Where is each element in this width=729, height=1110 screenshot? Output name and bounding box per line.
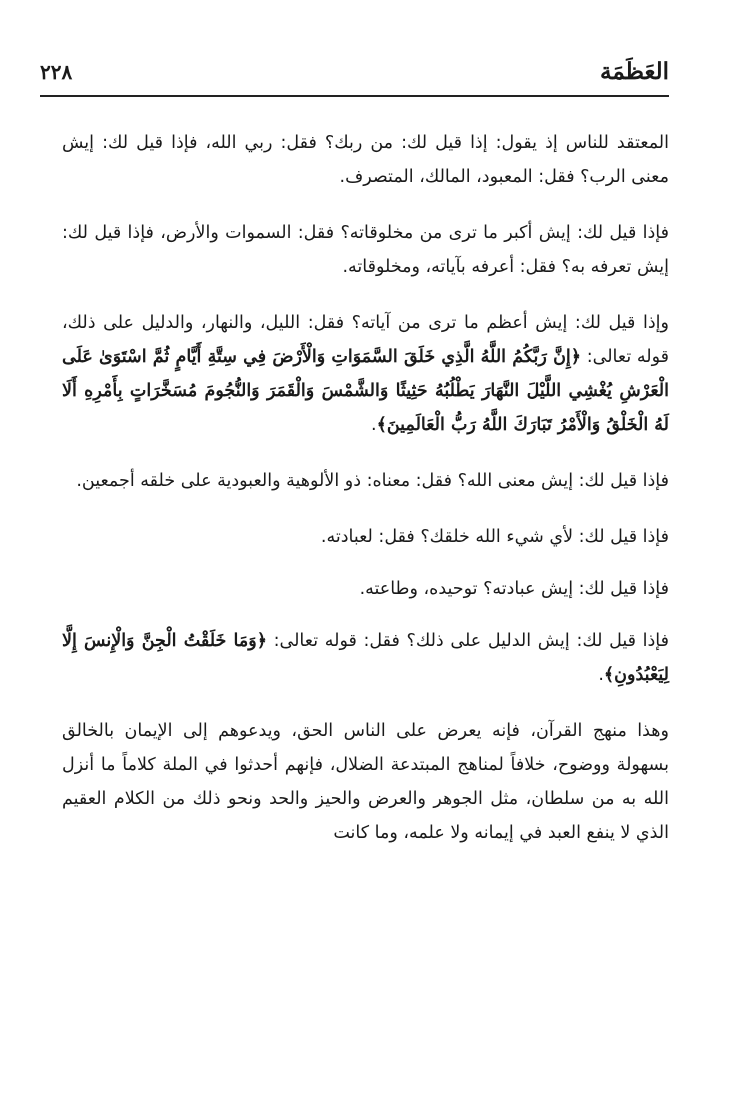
paragraph-3 (62, 306, 669, 442)
paragraph-6 (62, 572, 669, 606)
page-header (40, 58, 669, 94)
paragraph-text: فإذا قيل لك: لأي شيء الله خلقك؟ فقل: لعبادته. (320, 527, 669, 547)
quran-verse: ﴿وَمَا خَلَقْتُ الْجِنَّ وَالْإِنسَ إِلَّا لِيَعْبُدُونِ﴾ (62, 631, 669, 685)
paragraph-5 (62, 520, 669, 554)
running-title: العَظَمَة (600, 58, 669, 85)
paragraph-2 (62, 216, 669, 284)
paragraph-text: فإذا قيل لك: إيش عبادته؟ توحيده، وطاعته. (359, 579, 669, 599)
paragraph-text: فإذا قيل لك: إيش معنى الله؟ فقل: معناه: ذو الألوهية والعبودية على خلقه أجمعين. (76, 471, 669, 491)
paragraph-4 (62, 464, 669, 498)
paragraph-text: المعتقد للناس إذ يقول: إذا قيل لك: من ربك؟ فقل: ربي الله، فإذا قيل لك: إيش معنى الرب؟ فقل: المعبود، المالك، المتصرف. (62, 133, 669, 187)
paragraph-text: فإذا قيل لك: إيش أكبر ما ترى من مخلوقاته؟ فقل: السموات والأرض، فإذا قيل لك: إيش تعرفه به؟ فقل: أعرفه بآياته، ومخلوقاته. (62, 223, 669, 277)
page-number: ٢٢٨ (40, 60, 73, 84)
paragraph-8 (62, 714, 669, 850)
paragraph-text: وهذا منهج القرآن، فإنه يعرض على الناس الحق، ويدعوهم إلى الإيمان بالخالق بسهولة ووضوح، خلافاً لمناهج المبتدعة الضلال، فإنهم أحدثوا في الملة كلاماً ما أنزل الله به من سلطان، مثل الجوهر والعرض والحيز والحد ونحو ذلك من الكلام العقيم الذي لا ينفع العبد في إيمانه ولا علمه، وما كانت (62, 721, 669, 843)
paragraph-text: فإذا قيل لك: إيش الدليل على ذلك؟ فقل: قوله تعالى: (266, 631, 669, 651)
paragraph-end: . (598, 665, 604, 685)
quran-verse: ﴿إِنَّ رَبَّكُمُ اللَّهُ الَّذِي خَلَقَ السَّمَوَاتِ وَالْأَرْضَ فِي سِتَّةِ أَيَّامٍ ثُمَّ اسْتَوَىٰ عَلَى الْعَرْشِ يُغْشِي اللَّيْلَ النَّهَارَ يَطْلُبُهُ حَثِيثًا وَالشَّمْسَ وَالْقَمَرَ وَالنُّجُومَ مُسَخَّرَاتٍ بِأَمْرِهِ أَلَا لَهُ الْخَلْقُ وَالْأَمْرُ تَبَارَكَ اللَّهُ رَبُّ الْعَالَمِينَ﴾ (62, 347, 669, 435)
paragraph-end: . (371, 415, 377, 435)
paragraph-1 (62, 126, 669, 194)
header-divider (40, 95, 669, 97)
paragraph-7 (62, 624, 669, 692)
page-body (62, 126, 669, 872)
paragraph-text: وإذا قيل لك: إيش أعظم ما ترى من آياته؟ فقل: الليل، والنهار، والدليل على ذلك، قوله تعالى: (62, 313, 669, 367)
